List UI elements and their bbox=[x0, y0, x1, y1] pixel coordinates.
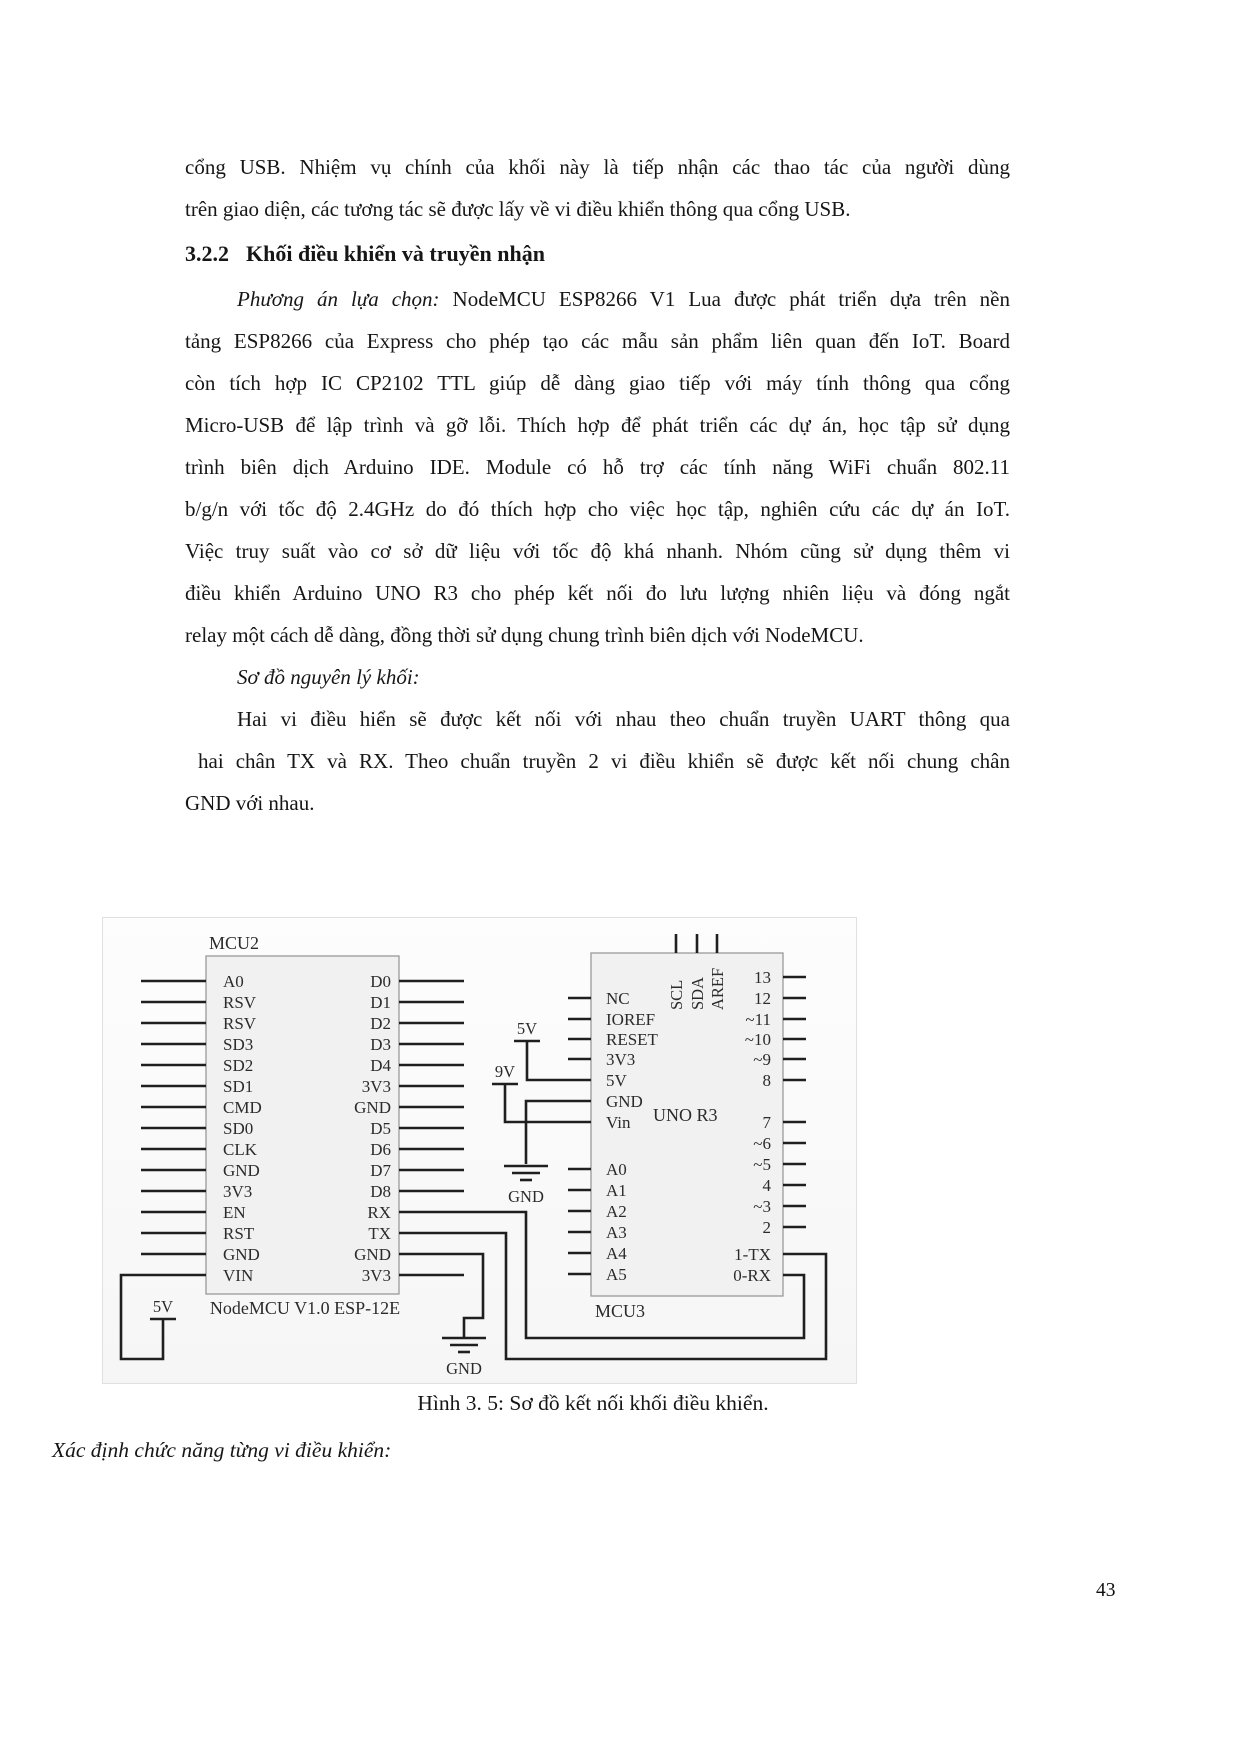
mcu3-right-pin-label: 7 bbox=[762, 1113, 771, 1132]
mcu2-left-pin-label: RST bbox=[223, 1224, 255, 1243]
mcu2-right-pin-label: RX bbox=[367, 1203, 391, 1222]
text-segment: hai chân TX và RX. Theo chuẩn truyền 2 vi điều khiển sẽ được kết nối chung chân bbox=[198, 749, 1010, 773]
text-segment: còn tích hợp IC CP2102 TTL giúp dễ dàng giao tiếp với máy tính thông qua cổng bbox=[185, 371, 1010, 395]
mcu2-right-pin-label: 3V3 bbox=[361, 1266, 391, 1285]
mcu3-left-pin-label: IOREF bbox=[606, 1010, 656, 1029]
mcu2-right-pin-label: 3V3 bbox=[361, 1077, 391, 1096]
wire-uno-gnd bbox=[526, 1101, 591, 1164]
mcu2-left-pin-label: EN bbox=[223, 1203, 246, 1222]
mcu2-left-pin-label: RSV bbox=[223, 1014, 257, 1033]
mcu3-right-pin-label: ~5 bbox=[753, 1155, 771, 1174]
text-segment: trình biên dịch Arduino IDE. Module có hỗ trợ các tính năng WiFi chuẩn 802.11 bbox=[185, 455, 1010, 479]
mcu2-left-pin-label: SD1 bbox=[223, 1077, 254, 1096]
mcu2-right-pin-label: D6 bbox=[370, 1140, 391, 1159]
text-line bbox=[185, 782, 1010, 824]
text-segment: cổng USB. Nhiệm vụ chính của khối này là tiếp nhận các thao tác của người dùng bbox=[185, 155, 1010, 179]
mcu2-left-pin-label: VIN bbox=[223, 1266, 254, 1285]
mcu3-right-pin-label: ~9 bbox=[753, 1050, 771, 1069]
text-line bbox=[185, 656, 1010, 698]
mcu3-title: MCU3 bbox=[595, 1301, 646, 1321]
mcu2-left-pin-label: CMD bbox=[223, 1098, 262, 1117]
text-line bbox=[185, 446, 1010, 488]
text-line bbox=[185, 572, 1010, 614]
mcu2-left-pin-label: SD2 bbox=[223, 1056, 254, 1075]
text-segment: Sơ đồ nguyên lý khối: bbox=[237, 665, 420, 689]
text-segment: Việc truy suất vào cơ sở dữ liệu với tốc độ khá nhanh. Nhóm cũng sử dụng thêm vi bbox=[185, 539, 1010, 563]
text-segment: Micro-USB để lập trình và gỡ lỗi. Thích hợp để phát triển các dự án, học tập sử dụng bbox=[185, 413, 1010, 437]
figure-caption: Hình 3. 5: Sơ đồ kết nối khối điều khiển. bbox=[417, 1391, 769, 1415]
mcu3-top-pin-label: AREF bbox=[708, 967, 727, 1010]
text-segment: điều khiển Arduino UNO R3 cho phép kết nối đo lưu lượng nhiên liệu và đóng ngắt bbox=[185, 581, 1010, 605]
mcu2-left-pin-label: CLK bbox=[223, 1140, 257, 1159]
mcu3-right-pin-label: 2 bbox=[762, 1218, 771, 1237]
text-segment: relay một cách dễ dàng, đồng thời sử dụng chung trình biên dịch với NodeMCU. bbox=[185, 623, 864, 647]
wire-node-gnd bbox=[399, 1254, 483, 1338]
mcu3-left-pin-label: NC bbox=[606, 989, 630, 1008]
mcu3-right-pin-label: 13 bbox=[754, 968, 771, 987]
text-segment: Khối điều khiển và truyền nhận bbox=[246, 241, 545, 266]
mcu3-left-pin-label: 3V3 bbox=[606, 1050, 636, 1069]
mcu2-right-pin-label: D1 bbox=[370, 993, 391, 1012]
text-line bbox=[185, 614, 1010, 656]
text-segment: Hai vi điều hiển sẽ được kết nối với nhau theo chuẩn truyền UART thông qua bbox=[237, 707, 1010, 731]
text-segment: 3.2.2 bbox=[185, 241, 229, 266]
body-text bbox=[0, 0, 1241, 824]
mcu2-right-pin-label: GND bbox=[354, 1245, 391, 1264]
ground-symbol-uno-label: GND bbox=[508, 1187, 544, 1206]
mcu3-right-pin-label: ~10 bbox=[744, 1030, 771, 1049]
mcu2-title: MCU2 bbox=[209, 933, 260, 953]
page-number: 43 bbox=[1096, 1580, 1116, 1601]
mcu2-left-pin-label: GND bbox=[223, 1245, 260, 1264]
text-line bbox=[185, 320, 1010, 362]
circuit-diagram-svg bbox=[103, 918, 856, 1383]
text-line bbox=[185, 146, 1010, 188]
wire-uno-5v bbox=[527, 1041, 591, 1080]
text-segment: Phương án lựa chọn: bbox=[237, 287, 440, 311]
mcu2-left-pin-label: 3V3 bbox=[223, 1182, 253, 1201]
text-line bbox=[185, 488, 1010, 530]
mcu3-top-pin-label: SCL bbox=[667, 979, 686, 1010]
mcu2-right-pin-label: D5 bbox=[370, 1119, 391, 1138]
mcu2-left-pin-label: RSV bbox=[223, 993, 257, 1012]
mcu2-caption: NodeMCU V1.0 ESP-12E bbox=[209, 1298, 401, 1318]
circuit-diagram-figure bbox=[102, 917, 857, 1384]
text-segment: b/g/n với tốc độ 2.4GHz do đó thích hợp cho việc học tập, nghiên cứu các dự án IoT. bbox=[185, 497, 1010, 521]
mcu2-right-pin-label: D4 bbox=[370, 1056, 391, 1075]
mcu3-left-pin-label: A2 bbox=[606, 1202, 627, 1221]
mcu2-right-pin-label: D7 bbox=[370, 1161, 391, 1180]
text-line bbox=[185, 188, 1010, 230]
mcu3-left-pin-label: A5 bbox=[606, 1265, 627, 1284]
mcu3-right-pin-label: 0-RX bbox=[733, 1266, 771, 1285]
mcu3-left-pin-label: Vin bbox=[606, 1113, 631, 1132]
mcu2-right-pin-label: D2 bbox=[370, 1014, 391, 1033]
mcu3-right-pin-label: 1-TX bbox=[734, 1245, 771, 1264]
text-line bbox=[185, 233, 1010, 275]
text-line bbox=[185, 530, 1010, 572]
text-line bbox=[185, 404, 1010, 446]
mcu3-left-pin-label: A4 bbox=[606, 1244, 627, 1263]
mcu3-left-pin-label: A1 bbox=[606, 1181, 627, 1200]
ground-symbol-node-label: GND bbox=[446, 1359, 482, 1378]
text-segment: trên giao diện, các tương tác sẽ được lấy về vi điều khiển thông qua cổng USB. bbox=[185, 197, 851, 221]
mcu3-left-pin-label: A3 bbox=[606, 1223, 627, 1242]
mcu3-left-pin-label: RESET bbox=[606, 1030, 658, 1049]
closing-italic-line: Xác định chức năng từng vi điều khiển: bbox=[52, 1438, 392, 1462]
mcu2-left-pin-label: A0 bbox=[223, 972, 244, 991]
mcu3-left-pin-label: 5V bbox=[606, 1071, 627, 1090]
mcu3-right-pin-label: 8 bbox=[762, 1071, 771, 1090]
mcu2-right-pin-label: D0 bbox=[370, 972, 391, 991]
mcu3-chip-label: UNO R3 bbox=[653, 1105, 718, 1125]
text-segment: tảng ESP8266 của Express cho phép tạo các mẫu sản phẩm liên quan đến IoT. Board bbox=[185, 329, 1010, 353]
mcu2-right-pin-label: D8 bbox=[370, 1182, 391, 1201]
mcu3-left-pin-label: A0 bbox=[606, 1160, 627, 1179]
mcu3-right-pin-label: ~11 bbox=[745, 1010, 771, 1029]
mcu3-left-pin-label: GND bbox=[606, 1092, 643, 1111]
mcu3-top-pin-label: SDA bbox=[688, 976, 707, 1010]
mcu3-right-pin-label: 4 bbox=[762, 1176, 771, 1195]
power-9v-uno-label: 9V bbox=[494, 1062, 516, 1081]
wire-vin-to-5v bbox=[121, 1275, 206, 1359]
power-5v-uno-label: 5V bbox=[516, 1019, 538, 1038]
text-line bbox=[198, 740, 1010, 782]
text-line bbox=[185, 362, 1010, 404]
power-5v-node-label: 5V bbox=[152, 1297, 174, 1316]
mcu3-right-pin-label: 12 bbox=[754, 989, 771, 1008]
text-line bbox=[185, 698, 1010, 740]
text-line bbox=[185, 278, 1010, 320]
mcu3-right-pin-label: ~3 bbox=[753, 1197, 771, 1216]
mcu2-right-pin-label: TX bbox=[368, 1224, 391, 1243]
mcu2-right-pin-label: D3 bbox=[370, 1035, 391, 1054]
mcu2-left-pin-label: SD0 bbox=[223, 1119, 254, 1138]
mcu2-right-pin-label: GND bbox=[354, 1098, 391, 1117]
mcu2-left-pin-label: SD3 bbox=[223, 1035, 254, 1054]
text-segment: GND với nhau. bbox=[185, 791, 315, 815]
mcu3-right-pin-label: ~6 bbox=[753, 1134, 771, 1153]
wire-uno-vin-9v bbox=[505, 1084, 591, 1122]
mcu2-left-pin-label: GND bbox=[223, 1161, 260, 1180]
text-segment: NodeMCU ESP8266 V1 Lua được phát triển dựa trên nền bbox=[439, 287, 1010, 311]
